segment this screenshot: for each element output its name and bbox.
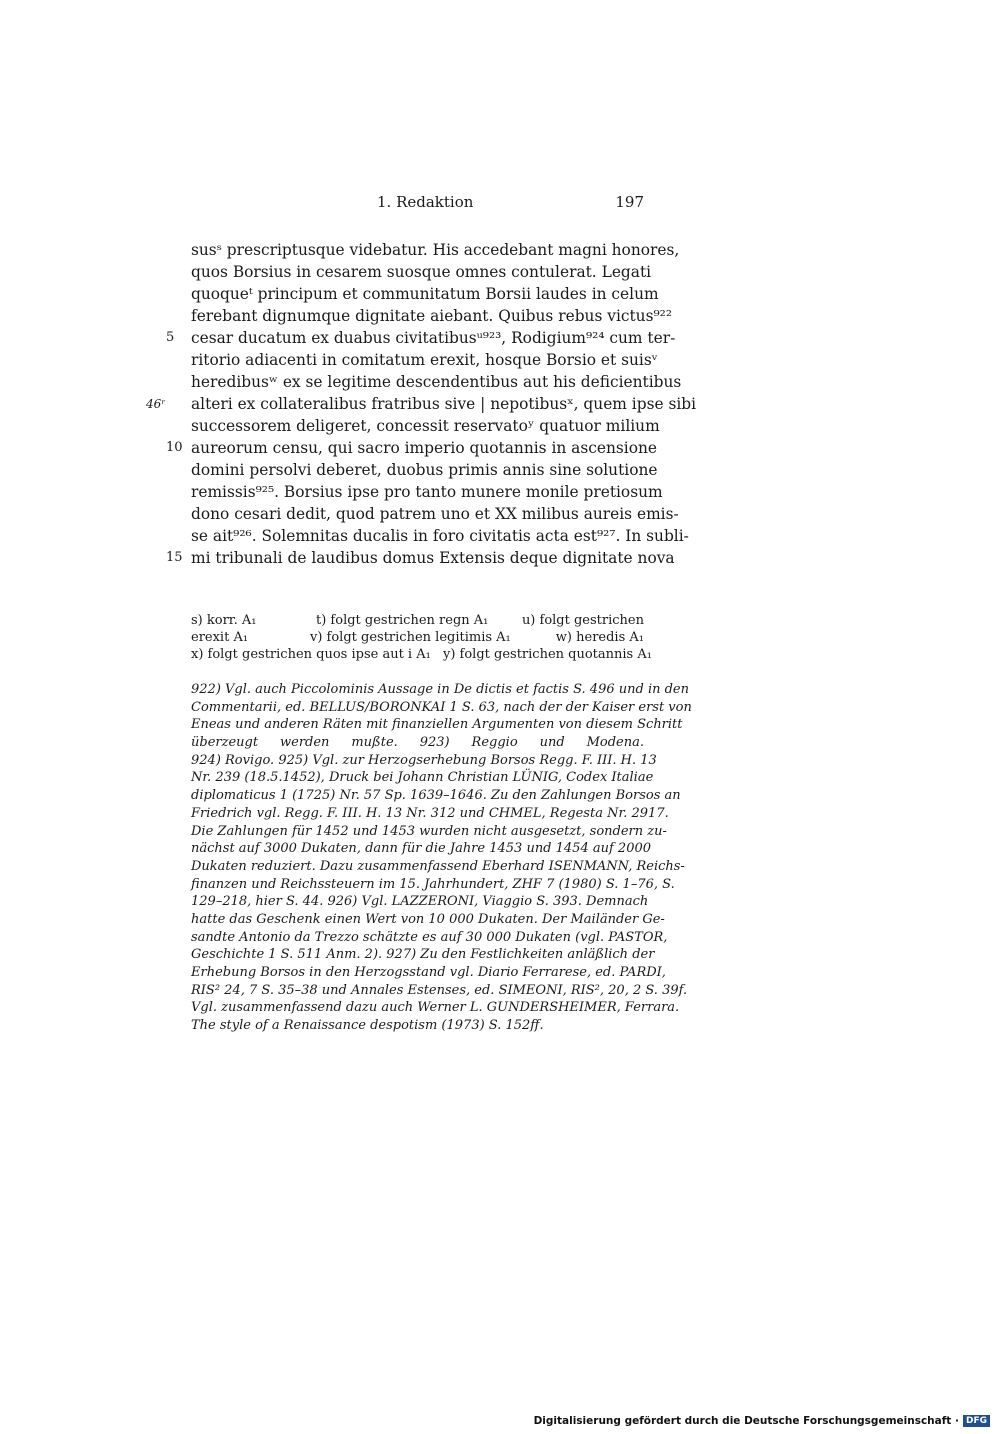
footnote-line: sandte Antonio da Trezzo schätzte es auf 30 000 Dukaten (vgl. PASTOR, <box>191 929 668 945</box>
footnote-line: Nr. 239 (18.5.1452), Druck bei Johann Christian LÜNIG, Codex Italiae <box>191 770 654 786</box>
footnote-line: Friedrich vgl. Regg. F. III. H. 13 Nr. 312 und CHMEL, Regesta Nr. 2917. <box>191 805 669 821</box>
apparatus-note: t) folgt gestrichen regn A₁ <box>316 613 489 628</box>
footnote-line: 924) Rovigo. 925) Vgl. zur Herzogserhebung Borsos Regg. F. III. H. 13 <box>191 752 657 768</box>
footnote-line: 129–218, hier S. 44. 926) Vgl. LAZZERONI, Viaggio S. 393. Demnach <box>191 894 649 910</box>
apparatus-row <box>191 629 644 646</box>
apparatus-note: x) folgt gestrichen quos ipse aut i A₁ <box>191 647 431 662</box>
dfg-logo: DFG <box>963 1415 990 1427</box>
footnote-line: Die Zahlungen für 1452 und 1453 wurden nicht ausgesetzt, sondern zu- <box>191 823 667 839</box>
running-head <box>191 193 644 215</box>
footnote-line: überzeugt werden mußte. 923) Reggio und Modena. <box>191 735 644 751</box>
text-line: ritorio adiacenti in comitatum erexit, hosque Borsio et suisᵛ <box>191 351 658 369</box>
text-line: dono cesari dedit, quod patrem uno et XX milibus aureis emis- <box>191 505 679 523</box>
apparatus-row <box>191 646 652 663</box>
footnote-line: hatte das Geschenk einen Wert von 10 000 Dukaten. Der Mailänder Ge- <box>191 911 665 927</box>
footnote-line: diplomaticus 1 (1725) Nr. 57 Sp. 1639–1646. Zu den Zahlungen Borsos an <box>191 788 681 804</box>
text-line: quos Borsius in cesarem suosque omnes contulerat. Legati <box>191 263 652 281</box>
apparatus-note: v) folgt gestrichen legitimis A₁ <box>310 630 511 645</box>
text-line: susˢ prescriptusque videbatur. His accedebant magni honores, <box>191 241 680 259</box>
line-number: 15 <box>166 550 183 565</box>
text-line: se ait⁹²⁶. Solemnitas ducalis in foro civitatis acta est⁹²⁷. In subli- <box>191 527 689 545</box>
funding-credit-text: Digitalisierung gefördert durch die Deutsche Forschungsgemeinschaft · <box>533 1415 959 1427</box>
footnote-line: Vgl. zusammenfassend dazu auch Werner L. GUNDERSHEIMER, Ferrara. <box>191 1000 680 1016</box>
text-line: quoqueᵗ principum et communitatum Borsii laudes in celum <box>191 285 659 303</box>
text-line: ferebant dignumque dignitate aiebant. Quibus rebus victus⁹²² <box>191 307 672 325</box>
apparatus-note: w) heredis A₁ <box>555 630 644 645</box>
page-number: 197 <box>615 193 644 211</box>
page-header-title: 1. Redaktion <box>377 193 474 211</box>
text-line: remissis⁹²⁵. Borsius ipse pro tanto munere monile pretiosum <box>191 483 663 501</box>
footnote-line: Erhebung Borsos in den Herzogsstand vgl. Diario Ferrarese, ed. PARDI, <box>191 965 666 980</box>
footnote-line: 922) Vgl. auch Piccolominis Aussage in De dictis et factis S. 496 und in den <box>191 682 689 697</box>
apparatus-note: y) folgt gestrichen quotannis A₁ <box>443 647 652 662</box>
historical-footnotes <box>191 681 692 1035</box>
footnote-line: Geschichte 1 S. 511 Anm. 2). 927) Zu den Festlichkeiten anläßlich der <box>191 947 655 963</box>
footnote-line: RIS² 24, 7 S. 35–38 und Annales Estenses, ed. SIMEONI, RIS², 20, 2 S. 39f. <box>191 982 688 998</box>
text-line: mi tribunali de laudibus domus Extensis deque dignitate nova <box>191 549 675 567</box>
line-number: 5 <box>166 330 175 345</box>
text-line: successorem deligeret, concessit reservatoʸ quatuor milium <box>191 417 660 435</box>
line-number: 10 <box>166 440 183 455</box>
apparatus-note: s) korr. A₁ <box>191 613 257 628</box>
apparatus-note: erexit A₁ <box>191 630 249 645</box>
apparatus-row <box>191 612 644 629</box>
footnote-line: finanzen und Reichssteuern im 15. Jahrhundert, ZHF 7 (1980) S. 1–76, S. <box>191 876 675 892</box>
apparatus-note: u) folgt gestrichen <box>521 613 644 628</box>
text-line: heredibusʷ ex se legitime descendentibus aut his deficientibus <box>191 373 682 391</box>
text-line: domini persolvi deberet, duobus primis annis sine solutione <box>191 461 658 479</box>
text-line: cesar ducatum ex duabus civitatibusᵘ⁹²³, Rodigium⁹²⁴ cum ter- <box>191 329 676 347</box>
text-line: aureorum censu, qui sacro imperio quotannis in ascensione <box>191 439 657 457</box>
folio-marker: 46ʳ <box>146 397 166 411</box>
footnote-line: Eneas und anderen Räten mit finanziellen Argumenten von diesem Schritt <box>191 717 683 733</box>
funding-credit <box>534 1415 990 1427</box>
text-line: alteri ex collateralibus fratribus sive | nepotibusˣ, quem ipse sibi <box>191 395 697 413</box>
critical-apparatus <box>191 612 652 663</box>
footnote-line: The style of a Renaissance despotism (1973) S. 152ff. <box>191 1018 544 1034</box>
footnote-line: Dukaten reduziert. Dazu zusammenfassend Eberhard ISENMANN, Reichs- <box>191 858 685 874</box>
footnote-line: nächst auf 3000 Dukaten, dann für die Jahre 1453 und 1454 auf 2000 <box>191 841 652 857</box>
footnote-line: Commentarii, ed. BELLUS/BORONKAI 1 S. 63, nach der der Kaiser erst von <box>191 699 692 715</box>
